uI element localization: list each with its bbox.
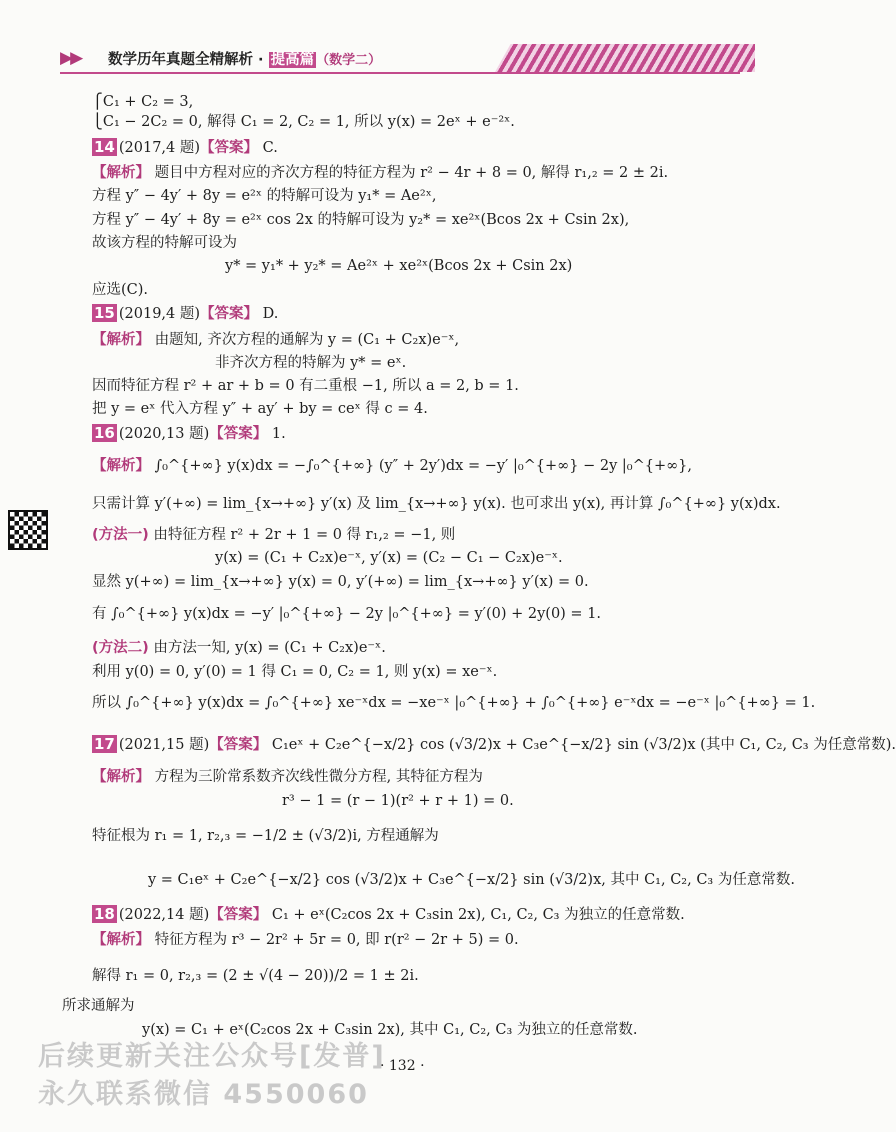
problem-number: 18 (94, 905, 115, 923)
page-header (0, 40, 800, 76)
analysis-label: 【解析】 (92, 332, 150, 348)
text-line: 方程 y″ − 4y′ + 8y = e²ˣ cos 2x 的特解可设为 y₂* = xe²ˣ(Bcos 2x + Csin 2x), (92, 212, 630, 228)
text-line: 解得 r₁ = 0, r₂,₃ = (2 ± √(4 − 20))/2 = 1 ± 2i. (92, 968, 419, 984)
text-line: ⎩C₁ − 2C₂ = 0, 解得 C₁ = 2, C₂ = 1, 所以 y(x) = 2eˣ + e⁻²ˣ. (92, 114, 515, 130)
analysis-line: 【解析】 ∫₀^{+∞} y(x)dx = −∫₀^{+∞} (y″ + 2y′)dx = −y′ |₀^{+∞} − 2y |₀^{+∞}, (92, 458, 693, 474)
text-line: 故该方程的特解可设为 (92, 235, 237, 251)
answer-label: 【答案】 (209, 737, 268, 753)
text-line: 方程 y″ − 4y′ + 8y = e²ˣ 的特解可设为 y₁* = Ae²ˣ, (92, 188, 437, 204)
text-line: y = C₁eˣ + C₂e^{−x/2} cos (√3/2)x + C₃e^{−x/2} sin (√3/2)x, 其中 C₁, C₂, C₃ 为任意常数. (148, 872, 795, 888)
text-line: 应选(C). (92, 282, 149, 298)
text-line: 显然 y(+∞) = lim_{x→+∞} y(x) = 0, y′(+∞) = lim_{x→+∞} y′(x) = 0. (92, 574, 589, 590)
text-line: 把 y = eˣ 代入方程 y″ + ay′ + by = ceˣ 得 c = 4. (92, 401, 428, 417)
text-line: 所以 ∫₀^{+∞} y(x)dx = ∫₀^{+∞} xe⁻ˣdx = −xe⁻ˣ |₀^{+∞} + ∫₀^{+∞} e⁻ˣdx = −e⁻ˣ |₀^{+∞} = 1. (92, 695, 816, 711)
book-title: 数学历年真题全精解析 · 提高篇 （数学二） (108, 52, 382, 68)
problem-number: 16 (94, 424, 115, 442)
qr-code-icon (8, 510, 48, 550)
text-line: 利用 y(0) = 0, y′(0) = 1 得 C₁ = 0, C₂ = 1, 则 y(x) = xe⁻ˣ. (92, 664, 498, 680)
analysis-label: 【解析】 (92, 932, 150, 948)
text-line: 所求通解为 (62, 998, 135, 1014)
problem-heading: 15 (2019,4 题)【答案】 D. (94, 304, 279, 322)
method-label: (方法二) (92, 640, 149, 656)
method-line: (方法二) 由方法一知, y(x) = (C₁ + C₂x)e⁻ˣ. (92, 640, 386, 656)
text-line: y(x) = C₁ + eˣ(C₂cos 2x + C₃sin 2x), 其中 C₁, C₂, C₃ 为独立的任意常数. (142, 1022, 638, 1038)
watermark-line: 后续更新关注公众号[发普] (38, 1041, 386, 1072)
method-line: (方法一) 由特征方程 r² + 2r + 1 = 0 得 r₁,₂ = −1, 则 (92, 527, 456, 543)
text-line: 只需计算 y′(+∞) = lim_{x→+∞} y′(x) 及 lim_{x→+∞} y(x). 也可求出 y(x), 再计算 ∫₀^{+∞} y(x)dx. (92, 496, 781, 512)
method-label: (方法一) (92, 527, 149, 543)
watermark-line: 永久联系微信 4550060 (38, 1079, 369, 1110)
problem-number: 14 (94, 138, 115, 156)
analysis-line: 【解析】 特征方程为 r³ − 2r² + 5r = 0, 即 r(r² − 2r + 5) = 0. (92, 932, 519, 948)
answer-label: 【答案】 (209, 426, 268, 442)
analysis-line: 【解析】 方程为三阶常系数齐次线性微分方程, 其特征方程为 (92, 769, 483, 785)
problem-heading: 18 (2022,14 题)【答案】 C₁ + eˣ(C₂cos 2x + C₃sin 2x), C₁, C₂, C₃ 为独立的任意常数. (94, 905, 685, 923)
arrow-icon: ▶▶ (60, 48, 81, 68)
analysis-line: 【解析】 由题知, 齐次方程的通解为 y = (C₁ + C₂x)e⁻ˣ, (92, 332, 460, 348)
subject-label: （数学二） (316, 53, 382, 68)
text-line: ⎧C₁ + C₂ = 3, (92, 94, 194, 110)
problem-number: 17 (94, 735, 115, 753)
problem-heading: 17 (2021,15 题)【答案】 C₁eˣ + C₂e^{−x/2} cos (√3/2)x + C₃e^{−x/2} sin (√3/2)x (其中 C₁, C₂, C₃ 为任意常数). (94, 735, 896, 753)
answer-label: 【答案】 (200, 140, 259, 156)
text-line: 非齐次方程的特解为 y* = eˣ. (215, 355, 407, 371)
problem-number: 15 (94, 304, 115, 322)
page-number: · 132 · (380, 1058, 425, 1074)
analysis-label: 【解析】 (92, 769, 150, 785)
text-line: y(x) = (C₁ + C₂x)e⁻ˣ, y′(x) = (C₂ − C₁ − C₂x)e⁻ˣ. (215, 550, 563, 566)
text-line: 特征根为 r₁ = 1, r₂,₃ = −1/2 ± (√3/2)i, 方程通解为 (92, 828, 439, 844)
text-line: 因而特征方程 r² + ar + b = 0 有二重根 −1, 所以 a = 2, b = 1. (92, 378, 519, 394)
problem-heading: 14 (2017,4 题)【答案】 C. (94, 138, 278, 156)
text-line: 有 ∫₀^{+∞} y(x)dx = −y′ |₀^{+∞} − 2y |₀^{+∞} = y′(0) + 2y(0) = 1. (92, 606, 602, 622)
header-stripes (495, 44, 755, 72)
analysis-label: 【解析】 (92, 165, 150, 181)
text-line: r³ − 1 = (r − 1)(r² + r + 1) = 0. (282, 793, 514, 809)
analysis-label: 【解析】 (92, 458, 150, 474)
header-rule (60, 72, 740, 74)
text-line: y* = y₁* + y₂* = Ae²ˣ + xe²ˣ(Bcos 2x + Csin 2x) (225, 258, 573, 274)
problem-heading: 16 (2020,13 题)【答案】 1. (94, 424, 286, 442)
answer-label: 【答案】 (209, 907, 268, 923)
volume-highlight: 提高篇 (270, 52, 315, 68)
analysis-line: 【解析】 题目中方程对应的齐次方程的特征方程为 r² − 4r + 8 = 0, 解得 r₁,₂ = 2 ± 2i. (92, 165, 669, 181)
answer-label: 【答案】 (200, 306, 259, 322)
